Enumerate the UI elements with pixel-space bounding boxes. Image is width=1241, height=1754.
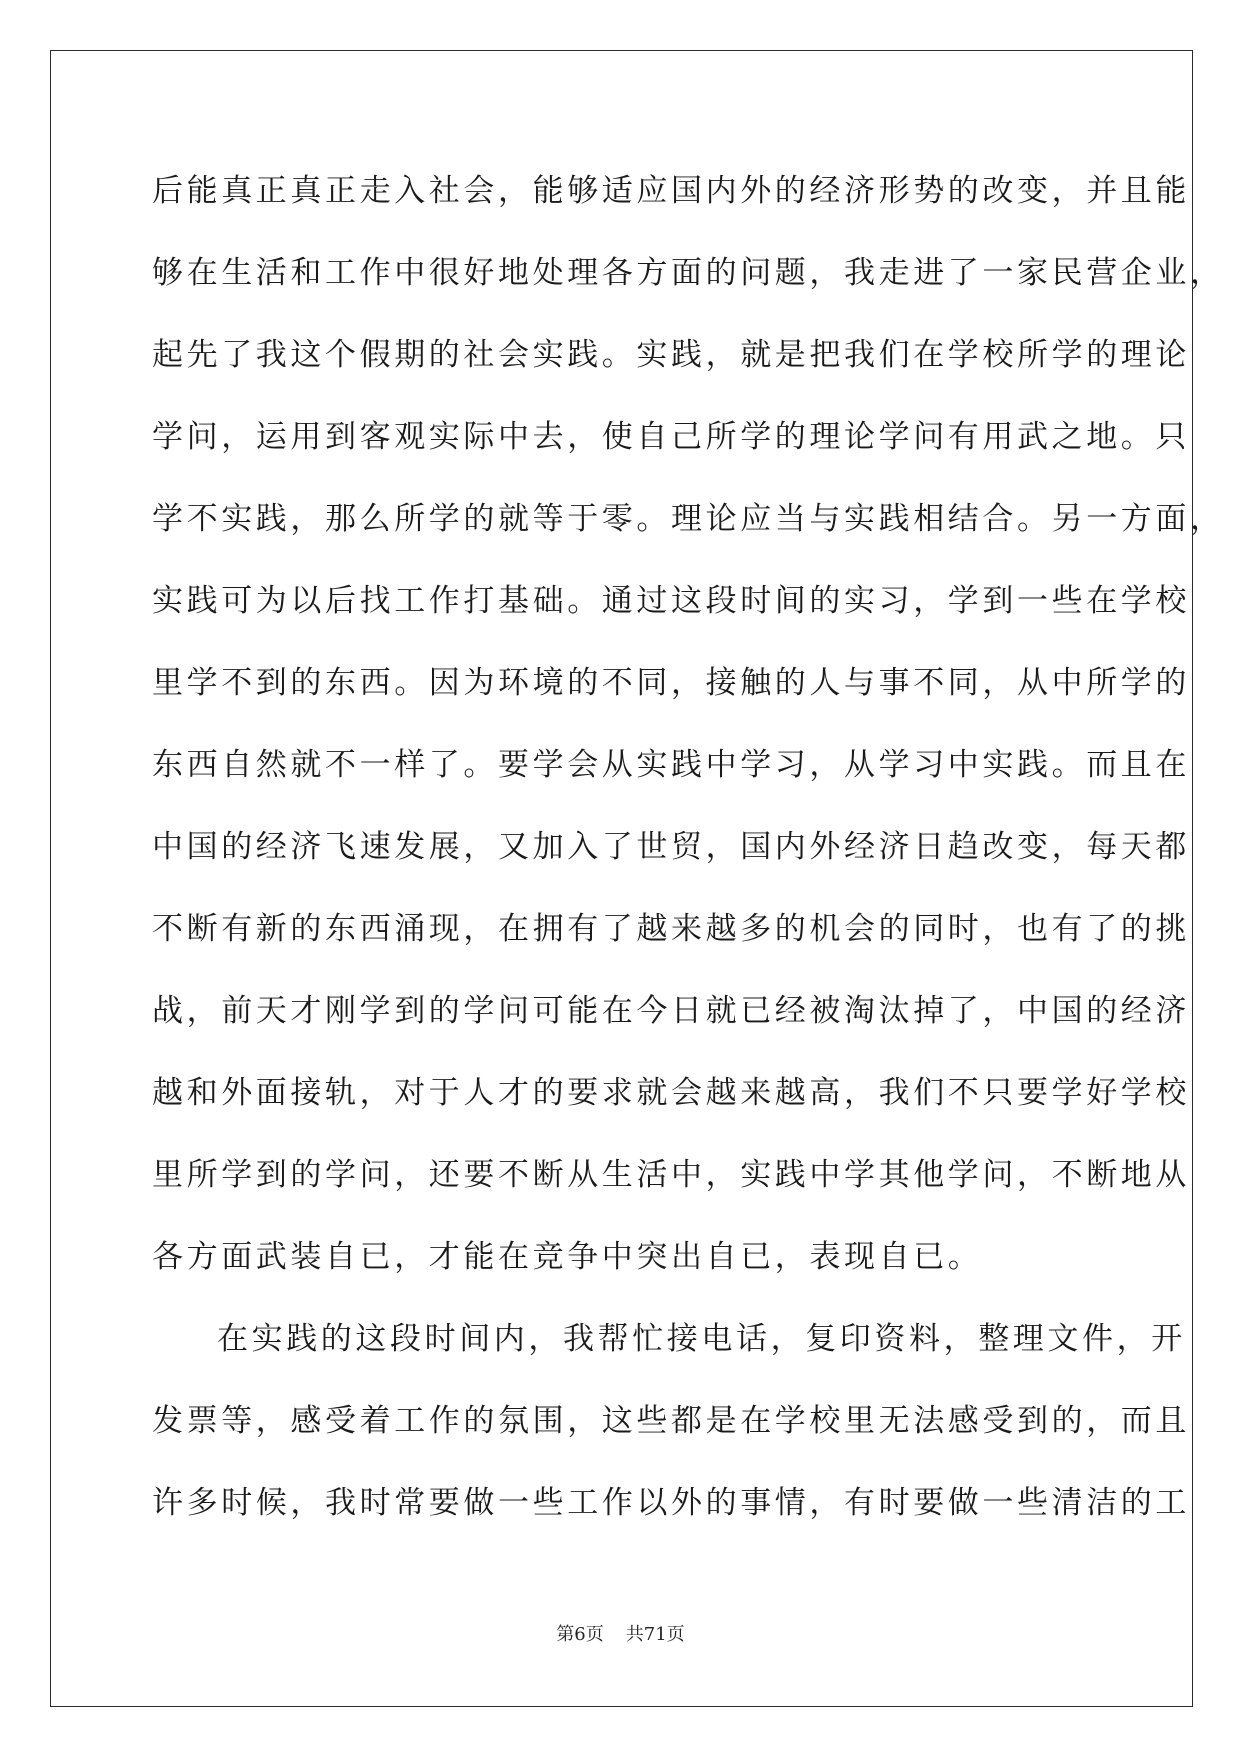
paragraph-first-line: 在实践的这段时间内，我帮忙接电话，复印资料，整理文件，开 [217, 1321, 1186, 1357]
total-pages: 共71页 [625, 1624, 685, 1645]
text-line: 后能真正真正走入社会，能够适应国内外的经济形势的改变，并且能 [152, 173, 1190, 209]
text-line: 发票等，感受着工作的氛围，这些都是在学校里无法感受到的，而且 [152, 1403, 1190, 1439]
page-footer [0, 1620, 1241, 1646]
text-line: 里所学到的学问，还要不断从生活中，实践中学其他学问，不断地从 [152, 1157, 1190, 1193]
text-line: 战，前天才刚学到的学问可能在今日就已经被淘汰掉了，中国的经济 [152, 993, 1190, 1029]
text-line: 够在生活和工作中很好地处理各方面的问题，我走进了一家民营企业， [152, 255, 1225, 291]
text-line: 不断有新的东西涌现，在拥有了越来越多的机会的同时，也有了的挑 [152, 911, 1190, 947]
text-line: 学不实践，那么所学的就等于零。理论应当与实践相结合。另一方面， [152, 501, 1225, 537]
document-body [152, 163, 1225, 1557]
text-line: 各方面武装自已，才能在竞争中突出自已，表现自已。 [152, 1239, 983, 1275]
text-line: 起先了我这个假期的社会实践。实践，就是把我们在学校所学的理论 [152, 337, 1190, 373]
text-line: 东西自然就不一样了。要学会从实践中学习，从学习中实践。而且在 [152, 747, 1190, 783]
text-line: 实践可为以后找工作打基础。通过这段时间的实习，学到一些在学校 [152, 583, 1190, 619]
text-line: 越和外面接轨，对于人才的要求就会越来越高，我们不只要学好学校 [152, 1075, 1190, 1111]
page-number: 第6页 [556, 1624, 604, 1645]
text-line: 学问，运用到客观实际中去，使自己所学的理论学问有用武之地。只 [152, 419, 1190, 455]
text-line: 许多时候，我时常要做一些工作以外的事情，有时要做一些清洁的工 [152, 1485, 1190, 1521]
text-line: 里学不到的东西。因为环境的不同，接触的人与事不同，从中所学的 [152, 665, 1190, 701]
text-line: 中国的经济飞速发展，又加入了世贸，国内外经济日趋改变，每天都 [152, 829, 1190, 865]
